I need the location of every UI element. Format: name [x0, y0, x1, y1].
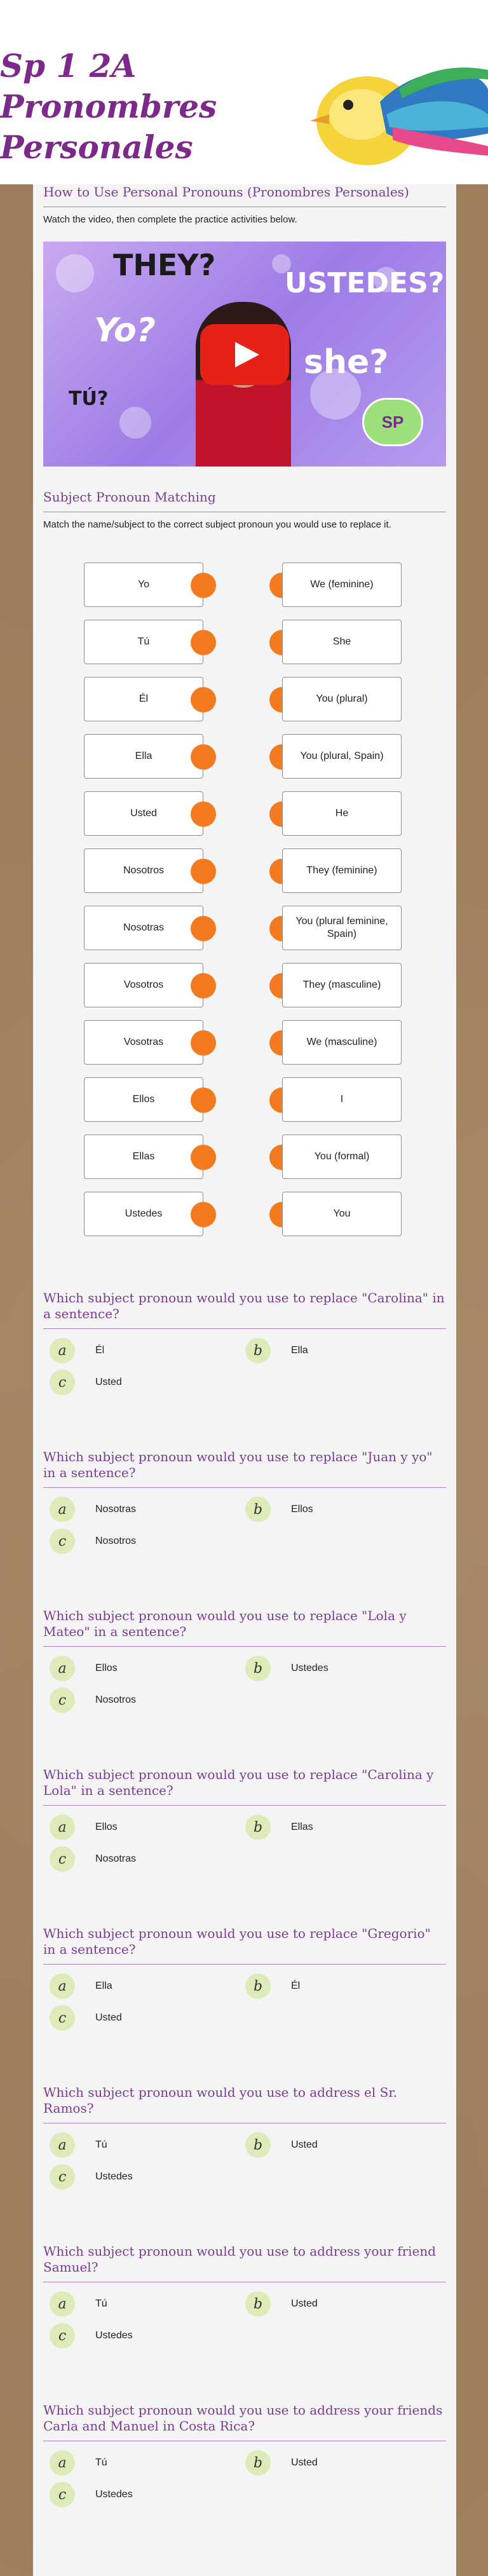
- match-left-item[interactable]: [84, 1077, 203, 1122]
- option-letter-badge: c: [50, 1370, 75, 1395]
- video-badge: [362, 398, 423, 446]
- answer-option[interactable]: [50, 2323, 133, 2348]
- match-right-label: They (masculine): [302, 979, 381, 990]
- option-label: Ellas: [291, 1822, 313, 1832]
- option-label: Usted: [291, 2457, 318, 2468]
- match-left-connector[interactable]: [191, 916, 216, 941]
- answer-option[interactable]: [50, 2482, 133, 2507]
- match-left-label: Nosotras: [123, 922, 165, 933]
- match-row: [84, 791, 402, 836]
- answer-option[interactable]: [245, 2291, 318, 2317]
- answer-option[interactable]: [245, 1973, 300, 1999]
- option-label: Ellos: [95, 1822, 118, 1832]
- answer-option[interactable]: [50, 1497, 136, 1522]
- matching-instructions: Match the name/subject to the correct subject pronoun you would use to replace it.: [43, 519, 391, 530]
- match-row: [84, 906, 402, 950]
- match-right-item[interactable]: [282, 848, 402, 893]
- match-left-label: Nosotros: [123, 865, 165, 876]
- match-row: [84, 620, 402, 664]
- answer-option[interactable]: [245, 1815, 313, 1840]
- match-left-label: Ustedes: [125, 1208, 163, 1219]
- option-letter-badge: b: [245, 1497, 271, 1522]
- answer-option[interactable]: [50, 2164, 133, 2190]
- match-row: [84, 1020, 402, 1065]
- question-6: [43, 2085, 446, 2212]
- match-left-connector[interactable]: [191, 687, 216, 712]
- match-left-label: Ella: [135, 751, 152, 761]
- match-right-item[interactable]: [282, 677, 402, 721]
- match-right-label: You (plural, Spain): [300, 751, 384, 761]
- answer-option[interactable]: [50, 1687, 136, 1713]
- match-right-item[interactable]: [282, 1077, 402, 1122]
- answer-option[interactable]: [245, 2132, 318, 2158]
- match-left-connector[interactable]: [191, 1202, 216, 1227]
- option-label: Él: [95, 1345, 105, 1356]
- matching-section: [43, 489, 446, 1219]
- video-section: [43, 184, 446, 470]
- question-5: [43, 1926, 446, 2053]
- option-letter-badge: b: [245, 1656, 271, 1681]
- match-left-item[interactable]: [84, 906, 203, 950]
- option-letter-badge: c: [50, 2164, 75, 2190]
- option-label: Usted: [95, 1377, 122, 1387]
- match-left-connector[interactable]: [191, 1030, 216, 1056]
- question-prompt: Which subject pronoun would you use to replace "Gregorio" in a sentence?: [43, 1926, 446, 1965]
- question-prompt: Which subject pronoun would you use to address el Sr. Ramos?: [43, 2085, 446, 2123]
- option-letter-badge: a: [50, 2450, 75, 2476]
- match-right-item[interactable]: [282, 1135, 402, 1179]
- match-right-label: We (feminine): [310, 579, 374, 590]
- match-right-label: They (feminine): [306, 865, 377, 876]
- answer-option[interactable]: [50, 2291, 107, 2317]
- answer-option[interactable]: [50, 1973, 112, 1999]
- option-label: Ustedes: [95, 2171, 133, 2182]
- option-letter-badge: b: [245, 1973, 271, 1999]
- match-right-label: She: [332, 636, 351, 647]
- match-left-item[interactable]: [84, 1020, 203, 1065]
- option-label: Tú: [95, 2457, 107, 2468]
- match-right-item[interactable]: [282, 734, 402, 779]
- option-letter-badge: a: [50, 2132, 75, 2158]
- answer-option[interactable]: [50, 1529, 136, 1554]
- match-right-item[interactable]: [282, 963, 402, 1007]
- match-left-label: Vosotros: [123, 979, 164, 990]
- match-left-connector[interactable]: [191, 573, 216, 598]
- match-left-connector[interactable]: [191, 1087, 216, 1113]
- option-letter-badge: b: [245, 2291, 271, 2317]
- match-left-connector[interactable]: [191, 744, 216, 770]
- page-title: Sp 1 2A Pronombres Personales: [0, 47, 217, 166]
- answer-option[interactable]: [50, 2005, 122, 2031]
- option-label: Ustedes: [291, 1663, 329, 1673]
- question-prompt: Which subject pronoun would you use to replace "Carolina" in a sentence?: [43, 1290, 446, 1329]
- video-section-header: [43, 184, 446, 207]
- option-label: Nosotras: [95, 1504, 137, 1515]
- content-card: [33, 184, 456, 2576]
- badge-text: SP: [381, 412, 404, 432]
- match-row: [84, 1135, 402, 1179]
- option-letter-badge: c: [50, 1687, 75, 1713]
- match-left-connector[interactable]: [191, 801, 216, 827]
- answer-option[interactable]: [50, 1656, 118, 1681]
- answer-option[interactable]: [245, 1338, 308, 1363]
- option-label: Nosotros: [95, 1694, 137, 1705]
- option-letter-badge: a: [50, 1338, 75, 1363]
- video-word-tu: TÚ?: [69, 388, 109, 410]
- answer-option[interactable]: [50, 1846, 136, 1872]
- option-letter-badge: c: [50, 1846, 75, 1872]
- answer-option[interactable]: [50, 1370, 122, 1395]
- match-row: [84, 1192, 402, 1236]
- option-label: Nosotros: [95, 1536, 137, 1546]
- option-label: Ella: [291, 1345, 308, 1356]
- match-row: [84, 677, 402, 721]
- question-7: [43, 2244, 446, 2371]
- video-instructions: Watch the video, then complete the practice activities below.: [43, 214, 297, 225]
- match-row: [84, 1077, 402, 1122]
- match-left-label: Ellos: [132, 1094, 155, 1105]
- answer-option[interactable]: [50, 2132, 107, 2158]
- video-word-ustedes: USTEDES?: [285, 267, 445, 299]
- match-right-label: You (plural): [316, 693, 368, 704]
- question-prompt: Which subject pronoun would you use to address your friend Samuel?: [43, 2244, 446, 2282]
- play-button[interactable]: [200, 324, 289, 385]
- question-prompt: Which subject pronoun would you use to replace "Juan y yo" in a sentence?: [43, 1449, 446, 1488]
- answer-option[interactable]: [50, 1815, 118, 1840]
- answer-option[interactable]: [50, 1338, 104, 1363]
- matching-title: Subject Pronoun Matching: [43, 489, 216, 505]
- match-left-item[interactable]: [84, 848, 203, 893]
- match-right-label: He: [335, 808, 349, 819]
- question-prompt: Which subject pronoun would you use to replace "Carolina y Lola" in a sentence?: [43, 1767, 446, 1806]
- match-left-label: Él: [139, 693, 149, 704]
- option-label: Ellos: [291, 1504, 313, 1515]
- option-letter-badge: c: [50, 2482, 75, 2507]
- bubble: [56, 254, 94, 292]
- answer-option[interactable]: [245, 2450, 318, 2476]
- match-right-label: You (plural feminine, Spain): [295, 916, 388, 939]
- option-label: Ustedes: [95, 2489, 133, 2500]
- match-right-item[interactable]: [282, 906, 402, 950]
- video-word-yo: Yo?: [94, 311, 156, 350]
- video-section-title: How to Use Personal Pronouns (Pronombres Personales): [43, 184, 409, 200]
- match-left-item[interactable]: [84, 791, 203, 836]
- question-8: [43, 2402, 446, 2530]
- match-row: [84, 734, 402, 779]
- match-left-item[interactable]: [84, 734, 203, 779]
- match-right-label: You (formal): [314, 1151, 370, 1162]
- option-letter-badge: a: [50, 1973, 75, 1999]
- match-left-connector[interactable]: [191, 630, 216, 655]
- match-left-item[interactable]: [84, 1135, 203, 1179]
- question-1: [43, 1290, 446, 1417]
- match-left-label: Tú: [137, 636, 150, 647]
- match-left-item[interactable]: [84, 562, 203, 607]
- option-letter-badge: c: [50, 2323, 75, 2348]
- option-label: Usted: [291, 2298, 318, 2309]
- option-label: Usted: [291, 2139, 318, 2150]
- question-prompt: Which subject pronoun would you use to address your friends Carla and Manuel in Costa Rica?: [43, 2402, 446, 2441]
- match-right-item[interactable]: [282, 791, 402, 836]
- option-label: Nosotras: [95, 1853, 137, 1864]
- video-word-she: she?: [304, 343, 389, 381]
- match-left-label: Ellas: [132, 1151, 155, 1162]
- match-left-connector[interactable]: [191, 973, 216, 998]
- question-prompt: Which subject pronoun would you use to replace "Lola y Mateo" in a sentence?: [43, 1608, 446, 1647]
- match-left-item[interactable]: [84, 620, 203, 664]
- video-word-they: THEY?: [113, 248, 216, 282]
- match-left-label: Vosotras: [123, 1037, 164, 1047]
- option-letter-badge: a: [50, 2291, 75, 2317]
- option-letter-badge: b: [245, 2450, 271, 2476]
- match-right-item[interactable]: [282, 1020, 402, 1065]
- match-row: [84, 963, 402, 1007]
- option-letter-badge: a: [50, 1815, 75, 1840]
- answer-option[interactable]: [245, 1656, 329, 1681]
- match-right-item[interactable]: [282, 620, 402, 664]
- question-3: [43, 1608, 446, 1735]
- video-player[interactable]: [43, 242, 446, 467]
- match-right-label: I: [340, 1094, 344, 1105]
- option-label: Ustedes: [95, 2330, 133, 2341]
- option-label: Él: [291, 1980, 301, 1991]
- match-right-label: You: [333, 1208, 351, 1219]
- match-left-label: Usted: [130, 808, 157, 819]
- option-label: Ella: [95, 1980, 112, 1991]
- match-right-item[interactable]: [282, 562, 402, 607]
- bubble: [119, 407, 151, 439]
- option-label: Ellos: [95, 1663, 118, 1673]
- match-right-item[interactable]: [282, 1192, 402, 1236]
- match-row: [84, 848, 402, 893]
- option-label: Tú: [95, 2139, 107, 2150]
- option-letter-badge: b: [245, 1815, 271, 1840]
- option-letter-badge: c: [50, 1529, 75, 1554]
- option-letter-badge: a: [50, 1656, 75, 1681]
- bird-illustration: [297, 25, 488, 184]
- match-left-item[interactable]: [84, 677, 203, 721]
- match-left-connector[interactable]: [191, 859, 216, 884]
- option-letter-badge: c: [50, 2005, 75, 2031]
- option-label: Tú: [95, 2298, 107, 2309]
- option-letter-badge: b: [245, 1338, 271, 1363]
- match-left-item[interactable]: [84, 963, 203, 1007]
- option-label: Usted: [95, 2012, 122, 2023]
- answer-option[interactable]: [245, 1497, 313, 1522]
- option-letter-badge: a: [50, 1497, 75, 1522]
- answer-option[interactable]: [50, 2450, 107, 2476]
- match-right-label: We (masculine): [306, 1037, 377, 1047]
- match-left-connector[interactable]: [191, 1145, 216, 1170]
- question-4: [43, 1767, 446, 1894]
- match-row: [84, 562, 402, 607]
- matching-header: [43, 489, 446, 512]
- match-left-item[interactable]: [84, 1192, 203, 1236]
- match-left-label: Yo: [137, 579, 150, 590]
- question-2: [43, 1449, 446, 1576]
- option-letter-badge: b: [245, 2132, 271, 2158]
